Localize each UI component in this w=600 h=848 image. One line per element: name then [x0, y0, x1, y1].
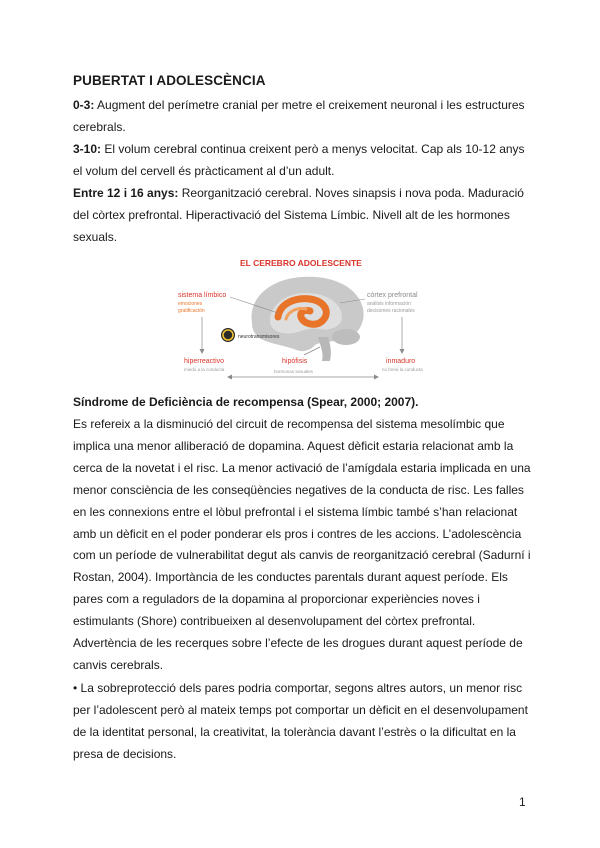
immature-arrow-head — [400, 349, 405, 354]
hypophysis-label: hipófisis — [282, 358, 308, 365]
horizontal-arrow-right — [374, 375, 379, 380]
immature-label: inmaduro — [386, 358, 416, 365]
immature-sub: no frena la conducta — [382, 367, 423, 372]
prefrontal-sub2: decisiones racionales — [367, 308, 415, 314]
neurotransmitter-label: neurotransmisores — [238, 334, 280, 340]
stage-12-16-label: Entre 12 i 16 anys: — [73, 186, 179, 200]
adolescent-brain-figure — [170, 253, 432, 383]
section-heading: Síndrome de Deficiència de recompensa (Spear, 2000; 2007). — [73, 395, 419, 409]
bullet-paragraph: • La sobreprotecció dels pares podria comportar, segons altres autors, un menor risc per l’adolescent però al mateix temps pot comportar un dèficit en el desenvolupament de la identitat personal, la creativitat, la tolerància davant l’estrès o la dificultat en la presa de decisions. — [73, 681, 528, 761]
limbic-sub2: gratificación — [178, 308, 205, 314]
stage-12-16-text: Reorganització cerebral. Noves sinapsis i nova poda. Maduració del còrtex prefrontal. Hiperactivació del Sistema Límbic. Nivell alt de les hormones sexuals. — [73, 186, 524, 244]
horizontal-arrow-left — [227, 375, 232, 380]
limbic-sub1: emociones — [178, 301, 203, 307]
document-title: PUBERTAT I ADOLESCÈNCIA — [73, 73, 266, 88]
prefrontal-label: córtex prefrontal — [367, 292, 418, 299]
hyper-arrow-head — [200, 349, 205, 354]
stage-3-10 — [73, 139, 528, 183]
cerebellum — [332, 329, 360, 345]
stage-12-16 — [73, 183, 528, 249]
limbic-label: sistema límbico — [178, 292, 227, 299]
stage-3-10-text: El volum cerebral continua creixent però a menys velocitat. Cap als 10-12 anys el volum del cervell és pràcticament al d’un adult. — [73, 142, 525, 178]
stage-3-10-label: 3-10: — [73, 142, 102, 156]
stage-0-3-text: Augment del perímetre cranial per metre el creixement neuronal i les estructures cerebrals. — [73, 98, 525, 134]
brain-stem — [318, 337, 331, 361]
hyperreactive-sub: miedo a la conducta — [184, 367, 225, 372]
stage-0-3-label: 0-3: — [73, 98, 95, 112]
section-body: Es refereix a la disminució del circuit de recompensa del sistema mesolímbic que implica una menor alliberació de dopamina. Aquest dèficit estaria relacionat amb la cerca de la novetat i el risc. La menor activació de l’amígdala estaria implicada en una menor consciència de les conseqüències negatives de la conducta de risc. Les falles en les connexions entre el lòbul prefrontal i el sistema límbic també s’han relacionat amb un dèficit en el poder ponderar els pros i contres de les accions. L’adolescència com un període de vulnerabilitat degut als canvis de reorganització cerebral (Sadurní i Rostan, 2004). Importància de les conductes parentals durant aquest període. Els pares com a reguladors de la dopamina al proporcionar experiències noves i estimulants (Shore) contribueixen al desenvolupament del còrtex prefrontal. Advertència de les recerques sobre l’efecte de les drogues durant aquest període de canvis cerebrals. — [73, 417, 531, 672]
hypophysis-sub: hormonas sexuales — [274, 369, 314, 374]
prefrontal-sub1: análisis información — [367, 301, 411, 307]
hyperreactive-label: hiperreactivo — [184, 358, 225, 365]
figure-title: EL CEREBRO ADOLESCENTE — [240, 258, 362, 268]
stage-0-3 — [73, 95, 528, 139]
page-number: 1 — [519, 795, 526, 809]
